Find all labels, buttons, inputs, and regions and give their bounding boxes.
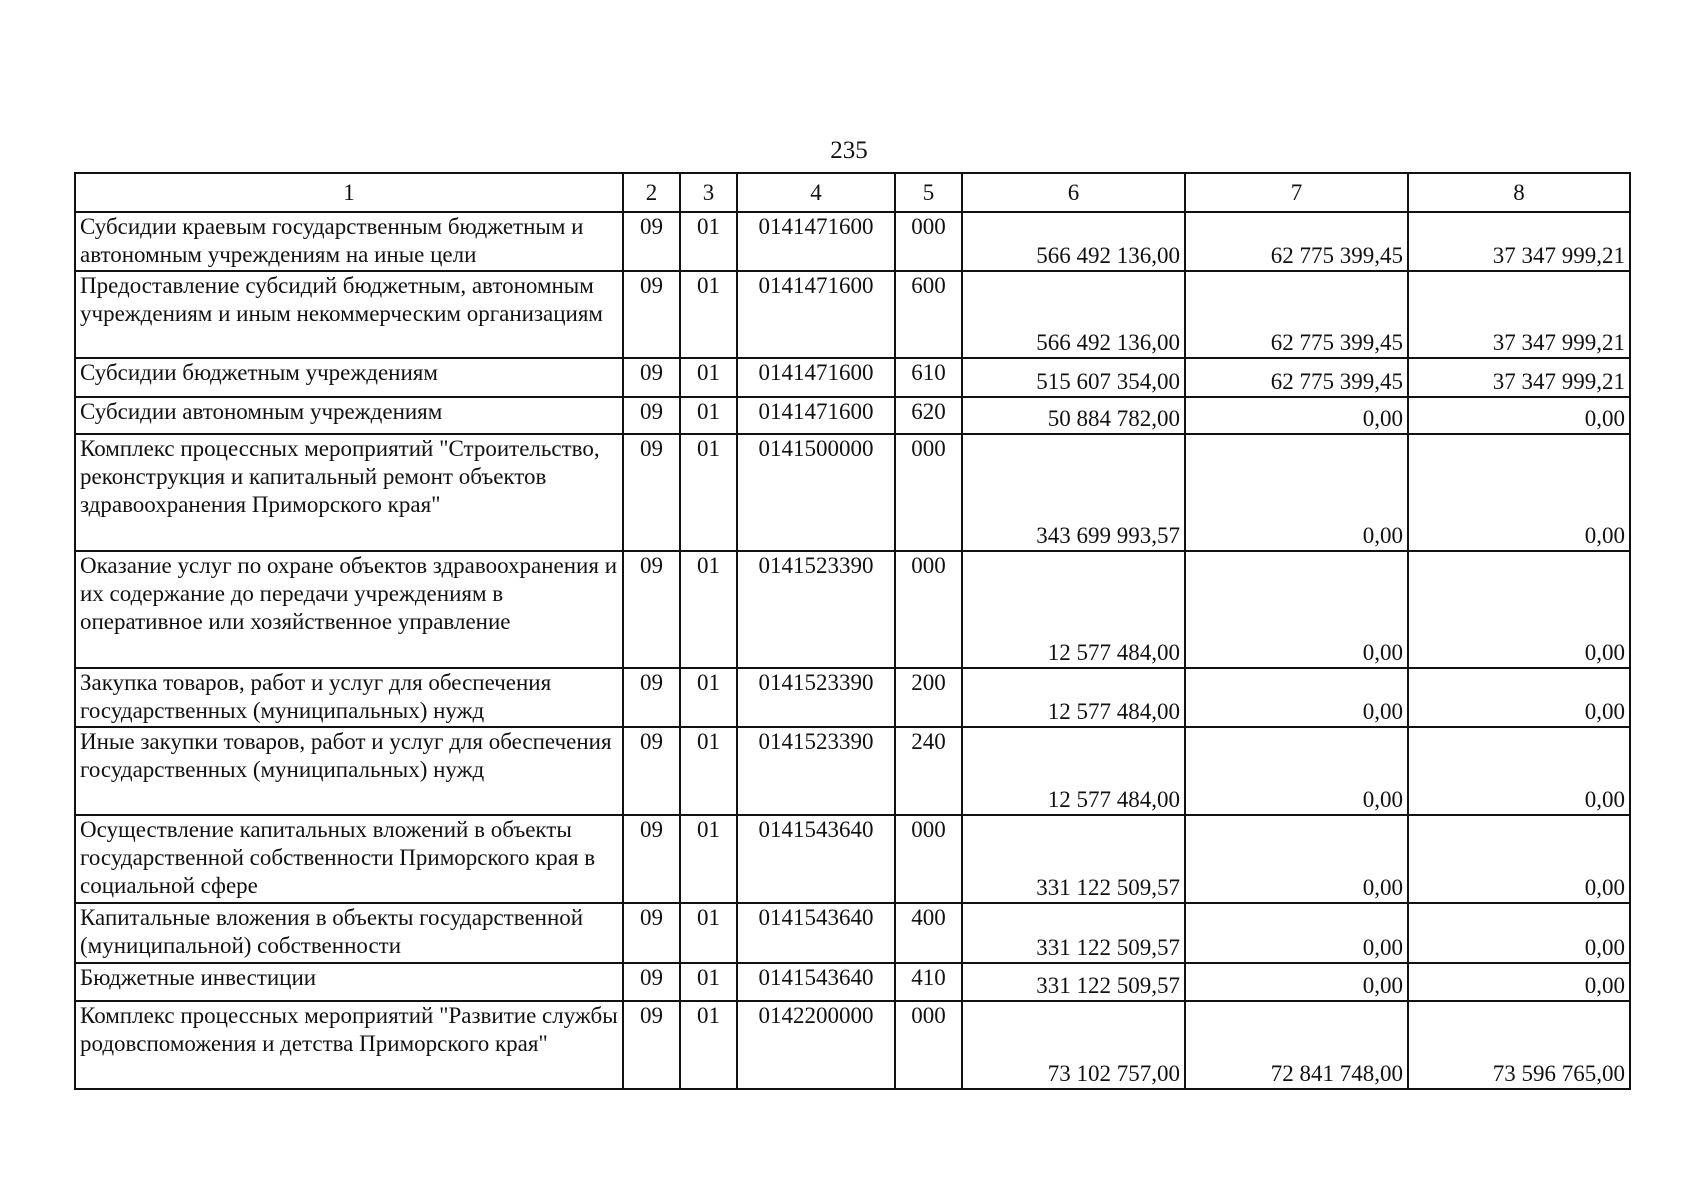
target-article-code: 0141471600 xyxy=(737,271,895,358)
table-row xyxy=(75,668,1630,727)
subsection-code: 01 xyxy=(680,397,737,434)
table-row xyxy=(75,1001,1630,1089)
amount-col-7: 0,00 xyxy=(1185,903,1408,963)
amount-col-7: 62 775 399,45 xyxy=(1185,358,1408,397)
expense-type-code: 240 xyxy=(895,727,962,815)
section-code: 09 xyxy=(623,815,680,903)
table-row xyxy=(75,434,1630,551)
amount-col-6: 566 492 136,00 xyxy=(962,271,1185,358)
amount-col-6: 12 577 484,00 xyxy=(962,727,1185,815)
amount-col-7: 0,00 xyxy=(1185,397,1408,434)
section-code: 09 xyxy=(623,271,680,358)
table-row xyxy=(75,963,1630,1001)
amount-col-6: 343 699 993,57 xyxy=(962,434,1185,551)
expense-type-code: 600 xyxy=(895,271,962,358)
row-name: Осуществление капитальных вложений в объекты государственной собственности Приморского края в социальной сфере xyxy=(75,815,623,903)
column-header-1: 1 xyxy=(75,173,623,212)
amount-col-8: 0,00 xyxy=(1408,434,1630,551)
table-row xyxy=(75,903,1630,963)
expense-type-code: 000 xyxy=(895,1001,962,1089)
subsection-code: 01 xyxy=(680,903,737,963)
section-code: 09 xyxy=(623,212,680,271)
amount-col-7: 0,00 xyxy=(1185,551,1408,668)
amount-col-7: 62 775 399,45 xyxy=(1185,212,1408,271)
table-row xyxy=(75,212,1630,271)
row-name: Капитальные вложения в объекты государственной (муниципальной) собственности xyxy=(75,903,623,963)
section-code: 09 xyxy=(623,903,680,963)
target-article-code: 0141471600 xyxy=(737,212,895,271)
amount-col-6: 50 884 782,00 xyxy=(962,397,1185,434)
amount-col-6: 331 122 509,57 xyxy=(962,903,1185,963)
target-article-code: 0141523390 xyxy=(737,668,895,727)
expense-type-code: 200 xyxy=(895,668,962,727)
row-name: Субсидии краевым государственным бюджетным и автономным учреждениям на иные цели xyxy=(75,212,623,271)
target-article-code: 0141471600 xyxy=(737,397,895,434)
amount-col-8: 0,00 xyxy=(1408,727,1630,815)
table-row xyxy=(75,727,1630,815)
row-name: Комплекс процессных мероприятий "Строительство, реконструкция и капитальный ремонт объектов здравоохранения Приморского края" xyxy=(75,434,623,551)
amount-col-7: 72 841 748,00 xyxy=(1185,1001,1408,1089)
subsection-code: 01 xyxy=(680,727,737,815)
section-code: 09 xyxy=(623,963,680,1001)
amount-col-8: 0,00 xyxy=(1408,551,1630,668)
section-code: 09 xyxy=(623,668,680,727)
subsection-code: 01 xyxy=(680,358,737,397)
target-article-code: 0141523390 xyxy=(737,727,895,815)
subsection-code: 01 xyxy=(680,963,737,1001)
amount-col-6: 566 492 136,00 xyxy=(962,212,1185,271)
column-header-8: 8 xyxy=(1408,173,1630,212)
target-article-code: 0141523390 xyxy=(737,551,895,668)
section-code: 09 xyxy=(623,434,680,551)
expense-type-code: 610 xyxy=(895,358,962,397)
section-code: 09 xyxy=(623,358,680,397)
table-row xyxy=(75,358,1630,397)
expense-type-code: 000 xyxy=(895,551,962,668)
expense-type-code: 000 xyxy=(895,434,962,551)
amount-col-6: 331 122 509,57 xyxy=(962,815,1185,903)
amount-col-7: 0,00 xyxy=(1185,963,1408,1001)
page-number: 235 xyxy=(830,137,868,164)
expense-type-code: 400 xyxy=(895,903,962,963)
row-name: Иные закупки товаров, работ и услуг для обеспечения государственных (муниципальных) нужд xyxy=(75,727,623,815)
column-header-6: 6 xyxy=(962,173,1185,212)
row-name: Бюджетные инвестиции xyxy=(75,963,623,1001)
amount-col-7: 0,00 xyxy=(1185,434,1408,551)
amount-col-6: 331 122 509,57 xyxy=(962,963,1185,1001)
amount-col-6: 12 577 484,00 xyxy=(962,668,1185,727)
row-name: Комплекс процессных мероприятий "Развитие службы родовспоможения и детства Приморского края" xyxy=(75,1001,623,1089)
subsection-code: 01 xyxy=(680,551,737,668)
subsection-code: 01 xyxy=(680,271,737,358)
expense-type-code: 620 xyxy=(895,397,962,434)
table-row xyxy=(75,551,1630,668)
table-row xyxy=(75,815,1630,903)
amount-col-8: 0,00 xyxy=(1408,903,1630,963)
amount-col-8: 0,00 xyxy=(1408,963,1630,1001)
amount-col-8: 37 347 999,21 xyxy=(1408,271,1630,358)
expense-type-code: 000 xyxy=(895,212,962,271)
table-header-row xyxy=(75,173,1630,212)
target-article-code: 0142200000 xyxy=(737,1001,895,1089)
amount-col-6: 12 577 484,00 xyxy=(962,551,1185,668)
amount-col-8: 0,00 xyxy=(1408,815,1630,903)
amount-col-7: 62 775 399,45 xyxy=(1185,271,1408,358)
target-article-code: 0141543640 xyxy=(737,815,895,903)
subsection-code: 01 xyxy=(680,668,737,727)
amount-col-7: 0,00 xyxy=(1185,668,1408,727)
section-code: 09 xyxy=(623,551,680,668)
target-article-code: 0141543640 xyxy=(737,963,895,1001)
column-header-7: 7 xyxy=(1185,173,1408,212)
subsection-code: 01 xyxy=(680,434,737,551)
column-header-5: 5 xyxy=(895,173,962,212)
budget-table xyxy=(74,172,1631,1090)
section-code: 09 xyxy=(623,397,680,434)
row-name: Предоставление субсидий бюджетным, автономным учреждениям и иным некоммерческим организациям xyxy=(75,271,623,358)
amount-col-8: 0,00 xyxy=(1408,397,1630,434)
amount-col-8: 37 347 999,21 xyxy=(1408,212,1630,271)
section-code: 09 xyxy=(623,727,680,815)
amount-col-6: 73 102 757,00 xyxy=(962,1001,1185,1089)
target-article-code: 0141471600 xyxy=(737,358,895,397)
subsection-code: 01 xyxy=(680,815,737,903)
amount-col-8: 37 347 999,21 xyxy=(1408,358,1630,397)
column-header-3: 3 xyxy=(680,173,737,212)
row-name: Субсидии автономным учреждениям xyxy=(75,397,623,434)
amount-col-8: 0,00 xyxy=(1408,668,1630,727)
amount-col-8: 73 596 765,00 xyxy=(1408,1001,1630,1089)
column-header-2: 2 xyxy=(623,173,680,212)
expense-type-code: 000 xyxy=(895,815,962,903)
table-row xyxy=(75,271,1630,358)
amount-col-7: 0,00 xyxy=(1185,815,1408,903)
subsection-code: 01 xyxy=(680,212,737,271)
target-article-code: 0141500000 xyxy=(737,434,895,551)
subsection-code: 01 xyxy=(680,1001,737,1089)
amount-col-7: 0,00 xyxy=(1185,727,1408,815)
row-name: Оказание услуг по охране объектов здравоохранения и их содержание до передачи учреждениям в оперативное или хозяйственное управление xyxy=(75,551,623,668)
row-name: Закупка товаров, работ и услуг для обеспечения государственных (муниципальных) нужд xyxy=(75,668,623,727)
expense-type-code: 410 xyxy=(895,963,962,1001)
section-code: 09 xyxy=(623,1001,680,1089)
amount-col-6: 515 607 354,00 xyxy=(962,358,1185,397)
column-header-4: 4 xyxy=(737,173,895,212)
table-row xyxy=(75,397,1630,434)
target-article-code: 0141543640 xyxy=(737,903,895,963)
row-name: Субсидии бюджетным учреждениям xyxy=(75,358,623,397)
